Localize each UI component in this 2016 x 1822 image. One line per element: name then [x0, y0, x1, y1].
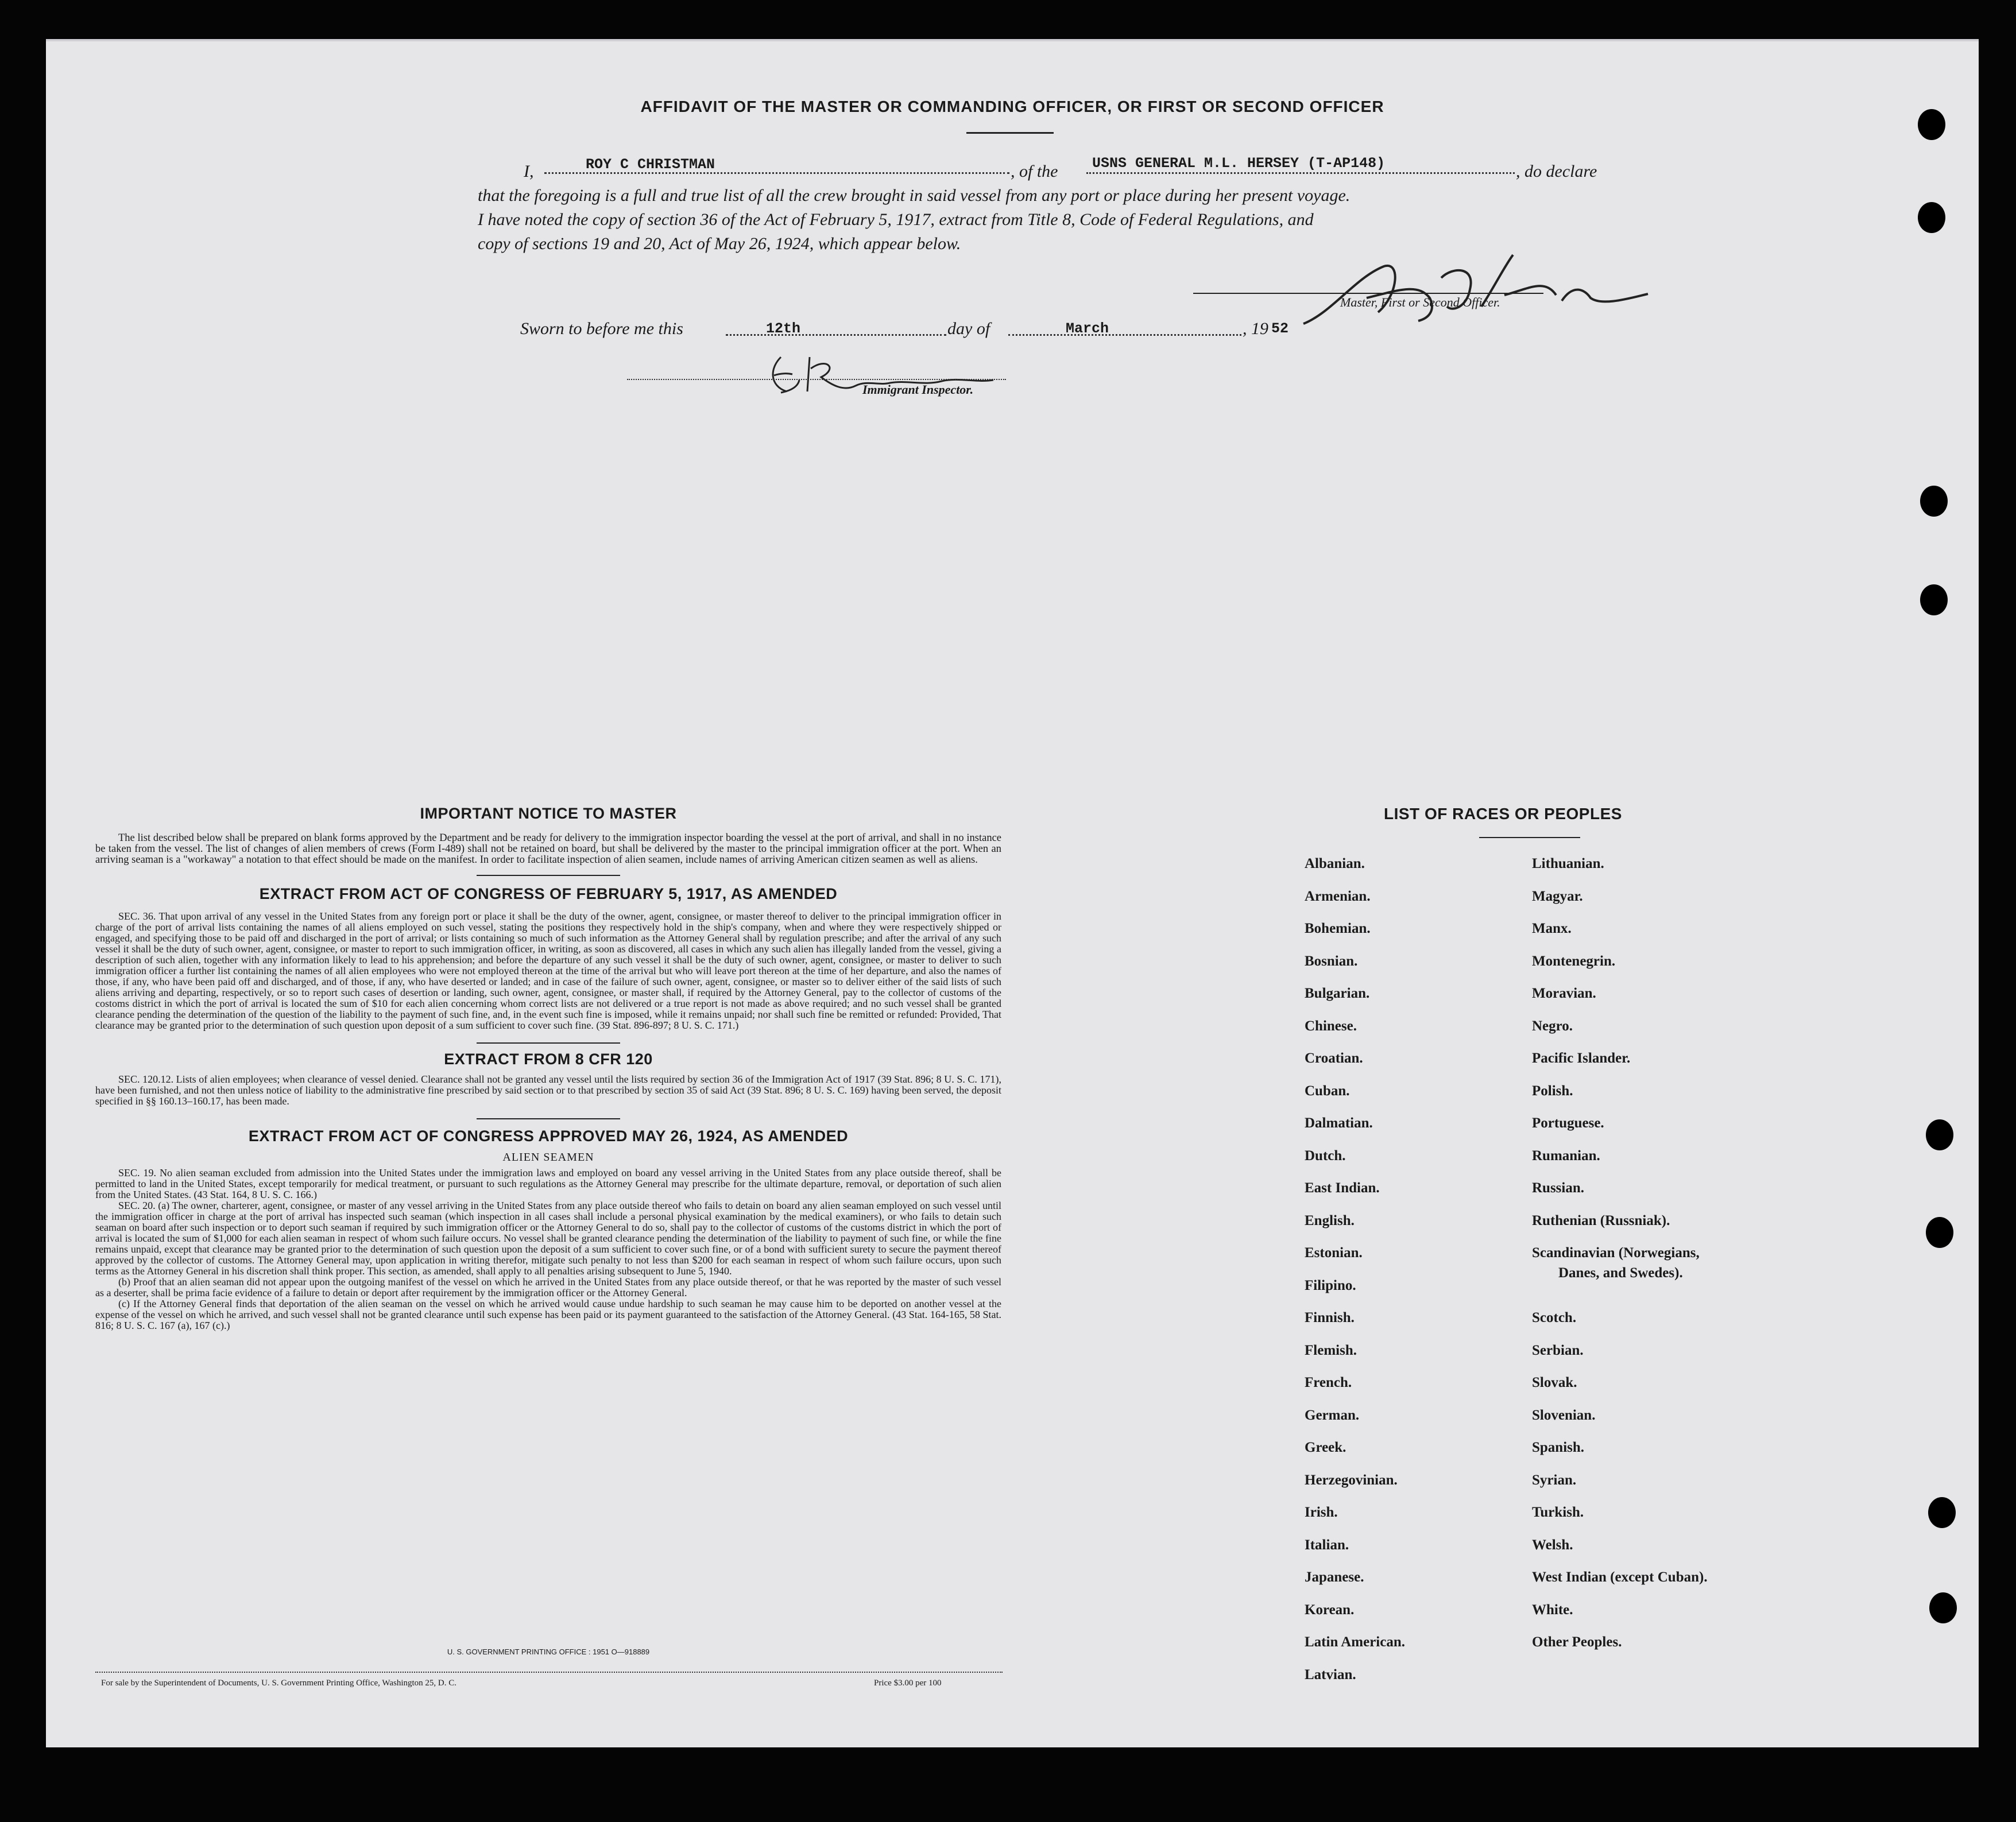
sworn-day-field: 12th: [766, 320, 801, 337]
race-item: French.: [1305, 1375, 1352, 1390]
race-item: Armenian.: [1305, 888, 1371, 904]
sworn-month-line: [1008, 334, 1241, 336]
race-item: Welsh.: [1532, 1537, 1573, 1553]
extract-8cfr-text: SEC. 120.12. Lists of alien employees; when clearance of vessel denied. Clearance shall not be granted any vessel until the lists required by section 36 of the Immigration Act of 1917 (39 Stat. 896; 8 U. S. C. 171), have been furnished, and not then unless notice of liability to the administrative fine prescribed by said section or to that prescribed by section 35 of said Act (39 Stat. 896; 8 U. S. C. 169) having been served, the deposit specified in §§ 160.13–160.17, has been made.: [95, 1073, 1001, 1107]
race-item: Other Peoples.: [1532, 1634, 1622, 1650]
sec20c-text: (c) If the Attorney General finds that deportation of the alien seaman on the vessel on which he arrived would cause undue hardship to such seaman he may cause him to be deported on another vessel at the expense of the vessel on which he arrived, and such vessel shall not be granted clearance until such expense has been paid or its payment guaranteed to the satisfaction of the Attorney General. (43 Stat. 164-165, 58 Stat. 816; 8 U. S. C. 167 (a), 167 (c).): [95, 1298, 1001, 1331]
race-item: Flemish.: [1305, 1342, 1357, 1358]
race-item: Magyar.: [1532, 888, 1583, 904]
race-item: Montenegrin.: [1532, 953, 1616, 969]
punch-hole: [1929, 1592, 1957, 1623]
races-left-column: [1305, 855, 1405, 1699]
races-title: LIST OF RACES OR PEOPLES: [1384, 805, 1622, 823]
notice-title: IMPORTANT NOTICE TO MASTER: [420, 805, 677, 822]
declarant-prefix: I,: [524, 162, 534, 181]
races-divider: [1479, 837, 1580, 838]
race-item: Slovenian.: [1532, 1407, 1596, 1423]
race-item: Lithuanian.: [1532, 856, 1604, 871]
vessel-name-field: USNS GENERAL M.L. HERSEY (T-AP148): [1092, 155, 1386, 172]
races-right-column: [1532, 855, 1708, 1666]
race-item: East Indian.: [1305, 1180, 1380, 1196]
day-of-text: day of: [947, 319, 990, 338]
inspector-signature-line: [627, 379, 1006, 380]
race-item: Korean.: [1305, 1602, 1355, 1618]
punch-hole: [1918, 109, 1945, 140]
punch-hole: [1918, 202, 1945, 233]
race-item: Moravian.: [1532, 986, 1596, 1001]
price-text: Price $3.00 per 100: [874, 1678, 942, 1688]
race-item: Ruthenian (Russniak).: [1532, 1212, 1670, 1228]
race-item: White.: [1532, 1602, 1573, 1618]
sec20b-text: (b) Proof that an alien seaman did not appear upon the outgoing manifest of the vessel on which he arrived in the United States from any place outside thereof, or that he was reported by the master of such vessel as a deserter, shall be prima facie evidence of a failure to detain or deport after requirement by the immigration officer or the Attorney General.: [95, 1276, 1001, 1298]
race-item: Slovak.: [1532, 1375, 1577, 1390]
notice-divider: [477, 875, 620, 876]
signature-caption: Master, First or Second Officer.: [1340, 295, 1500, 309]
document-page: [46, 39, 1979, 1747]
punch-hole: [1926, 1217, 1953, 1248]
race-item: Chinese.: [1305, 1018, 1357, 1034]
race-item: Spanish.: [1532, 1440, 1585, 1455]
race-item: Turkish.: [1532, 1505, 1584, 1520]
title-divider: [966, 132, 1054, 134]
race-item: Syrian.: [1532, 1472, 1577, 1488]
race-item: Herzegovinian.: [1305, 1472, 1398, 1488]
race-item: Cuban.: [1305, 1083, 1350, 1099]
extract-8cfr-title: EXTRACT FROM 8 CFR 120: [444, 1050, 653, 1068]
sworn-month-field: March: [1066, 320, 1109, 337]
race-item: Finnish.: [1305, 1310, 1355, 1325]
alien-seamen-subtitle: ALIEN SEAMEN: [502, 1151, 594, 1164]
do-declare-text: , do declare: [1516, 162, 1597, 181]
race-item: Scandinavian (Norwegians,: [1532, 1245, 1700, 1261]
race-item: Pacific Islander.: [1532, 1050, 1631, 1066]
race-item: Albanian.: [1305, 856, 1365, 871]
sec20a-text: SEC. 20. (a) The owner, charterer, agent, consignee, or master of any vessel arriving in the United States from any place outside thereof who fails to detain on board any alien seaman employed on such vessel until the immigration officer in charge at the port of arrival has inspected such seaman (which inspection in all cases shall include a personal physical examination by the medical examiners), or who fails to detain such seaman on board after such inspection or to deport such seaman if required by such immigration officer or the Attorney General to do so, shall pay to the collector of customs of the customs district in which the port of arrival is located the sum of $1,000 for each alien seaman in respect of whom such failure occurs. No vessel shall be granted clearance pending the determination of the liability to payment of such fine, or while the fine remains unpaid, except that clearance may be granted prior to the determination of such question upon the deposit of a sum sufficient to cover such fine, or of a bond with sufficient surety to secure the payment thereof approved by the collector of customs. The Attorney General may, upon application in writing therefor, mitigate such penalty to not less than $200 for each seaman in respect of whom such failure occurs, upon such terms as the Attorney General in his discretion shall think proper. This section, as amended, shall apply to all penalties arising subsequent to June 5, 1940.: [95, 1200, 1001, 1277]
race-item: Dutch.: [1305, 1148, 1346, 1164]
gpo-line: U. S. GOVERNMENT PRINTING OFFICE : 1951 O—918889: [447, 1647, 650, 1656]
notice-text: The list described below shall be prepared on blank forms approved by the Department and be ready for delivery to the immigration inspector boarding the vessel at the port of arrival, and shall in no instance be taken from the vessel. The list of changes of alien members of crews (Form I-489) shall not be retained on board, but shall be delivered by the master to the principal immigration officer at the port. When an arriving seaman is a "workaway" a notation to that effect should be made on the manifest. In order to facilitate inspection of alien seamen, include names of arriving American citizen seamen as well as aliens.: [95, 832, 1001, 866]
race-item: West Indian (except Cuban).: [1532, 1569, 1708, 1585]
race-item: Bosnian.: [1305, 953, 1358, 969]
race-item: Italian.: [1305, 1537, 1349, 1553]
race-item: Latvian.: [1305, 1666, 1356, 1683]
master-name-field: ROY C CHRISTMAN: [586, 156, 715, 173]
race-item: Estonian.: [1305, 1245, 1363, 1261]
punch-hole: [1920, 584, 1948, 615]
race-item: Bulgarian.: [1305, 986, 1370, 1001]
race-item: German.: [1305, 1407, 1360, 1423]
sec19-text: SEC. 19. No alien seaman excluded from admission into the United States under the immigration laws and employed on board any vessel arriving in the United States from any place outside thereof, shall be permitted to land in the United States, except temporarily for medical treatment, or pursuant to such regulations as the Attorney General may prescribe for the ultimate departure, removal, or deportation of such alien from the United States. (43 Stat. 164, 8 U. S. C. 166.): [95, 1167, 1001, 1200]
race-item: Portuguese.: [1532, 1115, 1604, 1131]
footer-dotted-line: [95, 1672, 1003, 1673]
race-item: Russian.: [1532, 1180, 1585, 1196]
signature-line: [1193, 293, 1543, 294]
punch-hole: [1920, 486, 1948, 517]
race-item: Croatian.: [1305, 1050, 1363, 1066]
vessel-name-line: [1086, 172, 1515, 174]
race-item: Dalmatian.: [1305, 1115, 1373, 1131]
sworn-prefix: Sworn to before me this: [520, 319, 683, 338]
of-the-text: , of the: [1011, 162, 1058, 181]
race-item: Irish.: [1305, 1505, 1338, 1520]
race-item: Filipino.: [1305, 1277, 1356, 1293]
race-item: Manx.: [1532, 921, 1572, 936]
race-item: English.: [1305, 1212, 1355, 1228]
race-item: Japanese.: [1305, 1569, 1364, 1585]
year-prefix: , 19: [1243, 319, 1268, 338]
race-item: Scotch.: [1532, 1310, 1577, 1325]
punch-hole: [1926, 1119, 1953, 1150]
declaration-line-3: I have noted the copy of section 36 of the Act of February 5, 1917, extract from Title 8, Code of Federal Regulations, and: [478, 210, 1314, 229]
race-item: Negro.: [1532, 1018, 1573, 1034]
race-item: Bohemian.: [1305, 921, 1371, 936]
extract-1917-divider: [477, 1042, 620, 1044]
extract-1917-title: EXTRACT FROM ACT OF CONGRESS OF FEBRUARY 5, 1917, AS AMENDED: [259, 885, 838, 902]
extract-1924-title: EXTRACT FROM ACT OF CONGRESS APPROVED MAY 26, 1924, AS AMENDED: [248, 1127, 849, 1145]
sworn-year-field: 52: [1271, 320, 1289, 337]
sworn-day-line: [726, 334, 946, 336]
extract-1917-text: SEC. 36. That upon arrival of any vessel in the United States from any foreign port or place it shall be the duty of the owner, agent, consignee, or master thereof to deliver to the principal immigration officer in charge of the port of arrival lists containing the names of all aliens employed on such vessel, stating the positions they respectively hold in the ship's company, when and where they were respectively shipped or engaged, and specifying those to be paid off and discharged in the port of arrival; or lists containing so much of such information as the Attorney General shall by regulation prescribe; and after the arrival of any such vessel it shall be the duty of such owner, agent, consignee, or master to report to such immigration officer, in writing, as soon as discovered, all cases in which any such alien has illegally landed from the vessel, giving a description of such alien, together with any information likely to lead to his apprehension; and before the departure of any such vessel it shall be the duty of such owner, agent, consignee, or master to deliver to such immigration officer a further list containing the names of all alien employees who were not employed thereon at the time of the arrival but who will leave port thereon at the time of her departure, and also the names of those, if any, who have been paid off and discharged, and of those, if any, who have deserted or landed; and in case of the failure of such owner, agent, consignee, or master so to deliver either of the said lists of such aliens arriving and departing, respectively, or so to report such cases of desertion or landing, such owner, agent, consignee, or master shall, if required by the Attorney General, pay to the collector of customs of the costoms district in which the port of arrival is located the sum of $10 for each alien concerning whom correct lists are not delivered or a true report is not made as above required; and no such vessel shall be granted clearance pending the determination of the question of the liability to the payment of such fine, and, in the event such fine is imposed, while it remains unpaid; nor shall such fine be remitted or refunded: Provided, That clearance may be granted prior to the determination of such question upon deposit of a sum sufficient to cover such fine. (39 Stat. 896-897; 8 U. S. C. 171.): [95, 910, 1001, 1031]
notices-column: [95, 805, 1001, 1331]
extract-8cfr-divider: [477, 1118, 620, 1119]
race-item: Latin American.: [1305, 1634, 1405, 1650]
punch-hole: [1928, 1497, 1956, 1528]
declaration-line-4: copy of sections 19 and 20, Act of May 26, 1924, which appear below.: [478, 234, 961, 253]
master-signature: [1286, 243, 1654, 335]
inspector-caption: Immigrant Inspector.: [862, 382, 974, 397]
race-item: Polish.: [1532, 1083, 1573, 1099]
scandinavian-line-2: Danes, and Swedes).: [1558, 1265, 1683, 1281]
declaration-line-2: that the foregoing is a full and true list of all the crew brought in said vessel from any port or place during her present voyage.: [478, 186, 1351, 205]
race-item: Greek.: [1305, 1440, 1346, 1455]
race-item: Rumanian.: [1532, 1148, 1600, 1164]
affidavit-title: AFFIDAVIT OF THE MASTER OR COMMANDING OFFICER, OR FIRST OR SECOND OFFICER: [640, 98, 1384, 115]
race-item: Serbian.: [1532, 1342, 1584, 1358]
for-sale-text: For sale by the Superintendent of Documents, U. S. Government Printing Office, Washington 25, D. C.: [101, 1678, 456, 1688]
